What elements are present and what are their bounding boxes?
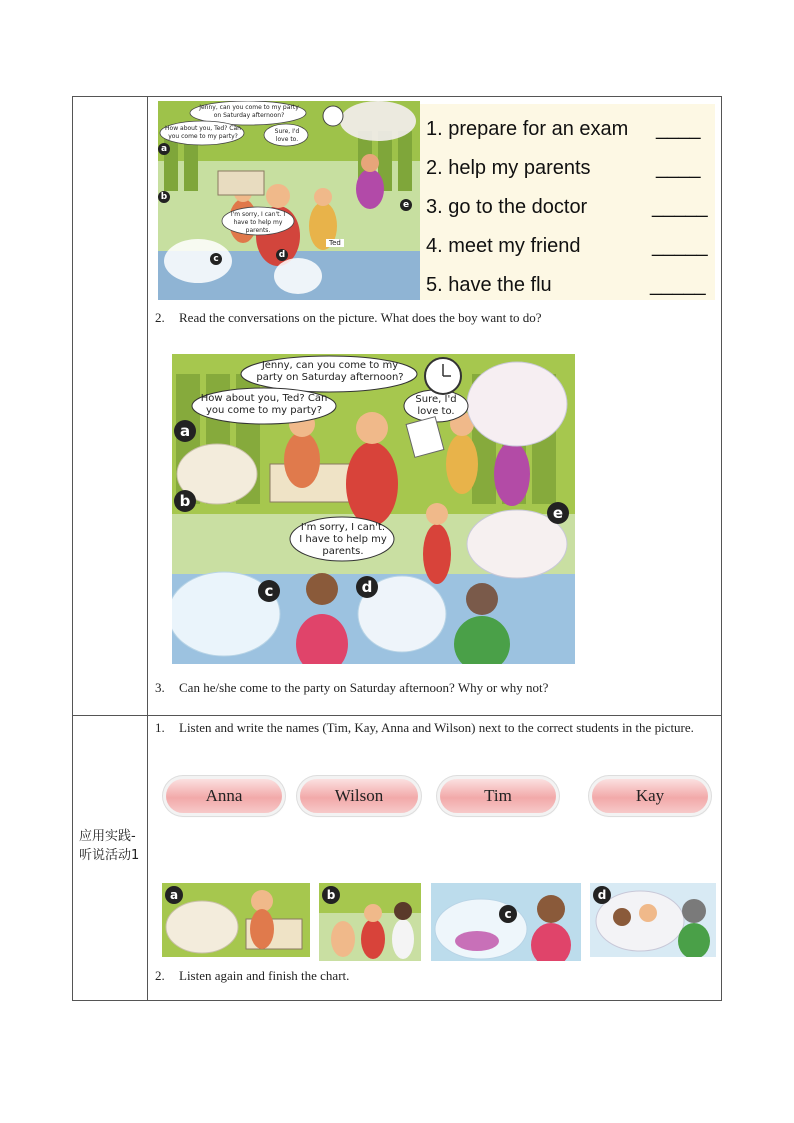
- large-letter-c: c: [258, 580, 280, 602]
- section2-question-1: 1. Listen and write the names (Tim, Kay, Anna and Wilson) next to the correct students in the picture.: [155, 720, 694, 735]
- thumb-letter-b: b: [322, 886, 340, 904]
- phrase-1: 1. prepare for an exam: [426, 118, 629, 140]
- phrase-3-blank[interactable]: _____: [652, 196, 708, 218]
- small-letter-c: c: [210, 253, 222, 265]
- large-letter-a: a: [174, 420, 196, 442]
- phrase-5: 5. have the flu: [426, 274, 552, 296]
- large-bubble-sure: Sure, I'd love to.: [415, 394, 457, 417]
- large-bubble-ted: How about you, Ted? Can you come to my party?: [200, 393, 328, 416]
- large-party-picture: [172, 354, 575, 664]
- thumbnail-a: [162, 883, 310, 957]
- small-letter-a: a: [158, 143, 170, 155]
- large-bubble-jenny: Jenny, can you come to my party on Saturday afternoon?: [256, 360, 404, 383]
- thumbnail-c: [431, 883, 581, 961]
- small-party-picture: [158, 101, 420, 300]
- section2-question-2: 2. Listen again and finish the chart.: [155, 968, 350, 983]
- small-letter-e: e: [400, 199, 412, 211]
- thumb-letter-a: a: [165, 886, 183, 904]
- small-letter-d: d: [276, 249, 288, 261]
- name-button-anna[interactable]: Anna: [166, 779, 282, 813]
- phrase-1-blank[interactable]: ____: [656, 118, 701, 140]
- thumbnail-d: [590, 883, 716, 957]
- small-bubble-sorry: I'm sorry, I can't. I have to help my parents.: [230, 211, 286, 234]
- small-letter-b: b: [158, 191, 170, 203]
- name-button-wilson[interactable]: Wilson: [300, 779, 418, 813]
- thumbnail-b: [319, 883, 421, 961]
- name-button-tim[interactable]: Tim: [440, 779, 556, 813]
- large-letter-b: b: [174, 490, 196, 512]
- question-3: 3. Can he/she come to the party on Saturday afternoon? Why or why not?: [155, 680, 549, 695]
- small-name-tag: Ted: [326, 239, 344, 247]
- large-bubble-sorry: I'm sorry, I can't. I have to help my parents.: [299, 522, 387, 557]
- small-bubble-sure: Sure, I'd love to.: [274, 128, 300, 143]
- thumb-letter-d: d: [593, 886, 611, 904]
- phrases-panel: [420, 104, 715, 300]
- phrase-2: 2. help my parents: [426, 157, 591, 179]
- column-divider: [147, 97, 148, 1000]
- large-letter-e: e: [547, 502, 569, 524]
- phrase-5-blank[interactable]: _____: [650, 274, 706, 296]
- question-2: 2. Read the conversations on the picture. What does the boy want to do?: [155, 310, 542, 325]
- phrase-2-blank[interactable]: ____: [656, 157, 701, 179]
- phrase-4-blank[interactable]: _____: [652, 235, 708, 257]
- small-bubble-ted: How about you, Ted? Can you come to my party?: [165, 125, 241, 140]
- phrase-3: 3. go to the doctor: [426, 196, 588, 218]
- row-label: 应用实践-听说活动1: [79, 829, 140, 863]
- small-bubble-jenny: Jenny, can you come to my party on Saturday afternoon?: [199, 104, 299, 119]
- name-button-kay[interactable]: Kay: [592, 779, 708, 813]
- thumb-letter-c: c: [499, 905, 517, 923]
- large-letter-d: d: [356, 576, 378, 598]
- phrase-4: 4. meet my friend: [426, 235, 581, 257]
